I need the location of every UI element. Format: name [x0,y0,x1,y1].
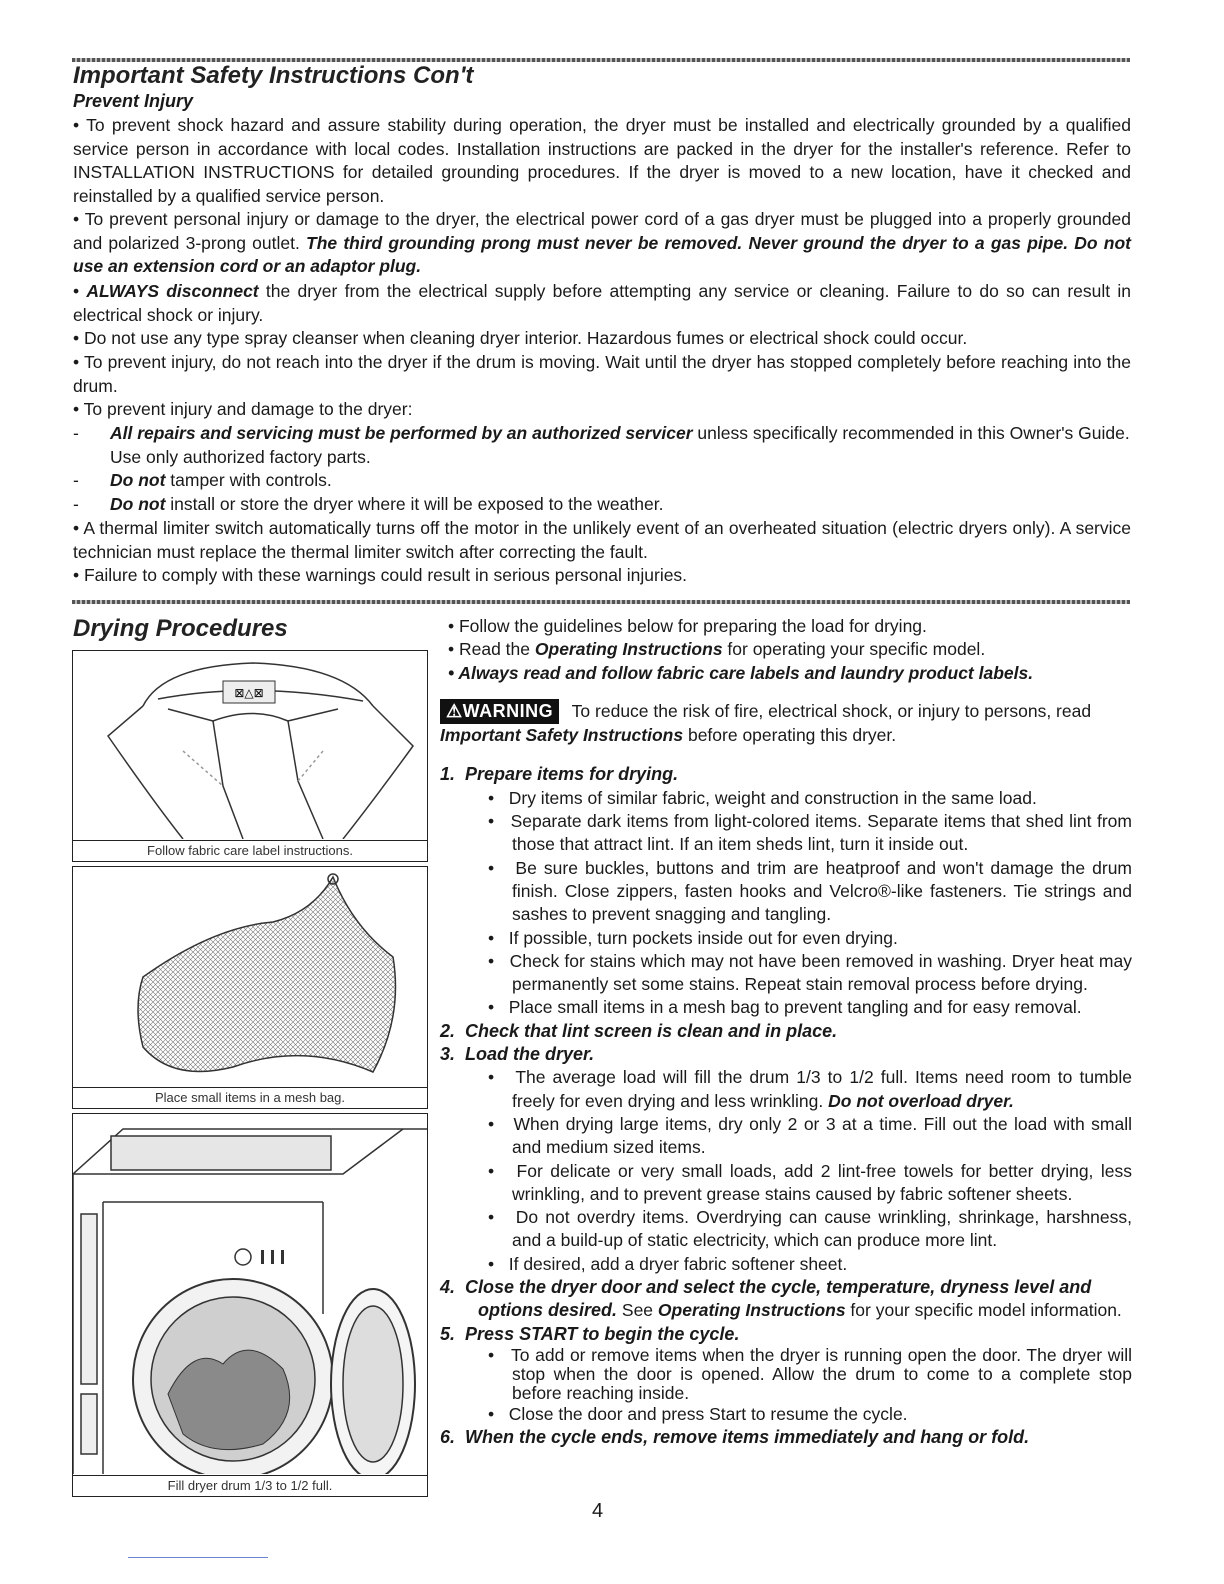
step-5: 5. Press START to begin the cycle. [440,1323,740,1344]
drying-procedures-title: Drying Procedures [73,615,288,642]
prevent-injury-heading: Prevent Injury [73,91,194,111]
section-divider [72,600,1130,604]
figure-mesh-bag [72,866,428,1109]
intro-line-3: • Always read and follow fabric care labels and laundry product labels. [448,662,1034,683]
warning-badge: ⚠WARNING [440,699,559,724]
safety-paragraph-8: • Failure to comply with these warnings could result in serious personal injuries. [73,565,688,585]
step-3-bullet: • Do not overdry items. Overdrying can cause wrinkling, shrinkage, harshness, and a build-up of static electricity, which can produce more lint. [488,1207,1132,1251]
figure-caption: Place small items in a mesh bag. [73,1087,427,1108]
step-3: 3. Load the dryer. [440,1044,595,1065]
dryer-illustration [73,1114,427,1474]
drying-instructions [440,615,1132,1450]
step-1-bullet: • If possible, turn pockets inside out for even drying. [488,927,898,948]
safety-dash-item-3: Do not install or store the dryer where it will be exposed to the weather. [110,494,664,514]
step-2: 2. Check that lint screen is clean and in place. [440,1020,838,1041]
figure-caption: Follow fabric care label instructions. [73,840,427,861]
safety-paragraph-7: • A thermal limiter switch automatically turns off the motor in the unlikely event of an overheated situation (electric dryers only). A service technician must replace the thermal limiter switch after correcting the fault. [73,518,1131,562]
step-3-bullet: • The average load will fill the drum 1/3 to 1/2 full. Items need room to tumble freely for even drying and less wrinkling. Do not overload dryer. [488,1067,1132,1111]
step-6: 6. When the cycle ends, remove items immediately and hang or fold. [440,1427,1030,1448]
dash-marker: - [73,494,79,514]
safety-paragraph-3: • ALWAYS disconnect the dryer from the electrical supply before attempting any service or cleaning. Failure to do so can result in electrical shock or injury. [73,281,1131,325]
safety-paragraph-4: • Do not use any type spray cleanser when cleaning dryer interior. Hazardous fumes or electrical shock could occur. [73,328,968,348]
safety-paragraph-1: • To prevent shock hazard and assure stability during operation, the dryer must be installed and electrically grounded by a qualified service person in accordance with local codes. Installation instructions are packed in the dryer for the installer's reference. Refer to INSTALLATION INSTRUCTIONS for detailed grounding procedures. If the dryer is moved to a new location, have it checked and reinstalled by a qualified service person. [73,115,1131,206]
step-3-bullet: • For delicate or very small loads, add 2 lint-free towels for better drying, less wrinkling, and to prevent grease stains caused by fabric softener sheets. [488,1160,1133,1204]
step-1: 1. Prepare items for drying. [440,764,679,785]
step-1-bullet: • Dry items of similar fabric, weight and construction in the same load. [488,787,1037,808]
page-number: 4 [592,1500,604,1522]
figure-dryer-drum [72,1113,428,1497]
shirt-collar-illustration [73,651,427,839]
intro-line-1: • Follow the guidelines below for preparing the load for drying. [448,616,927,636]
intro-line-2: • Read the Operating Instructions for operating your specific model. [448,639,986,660]
step-5-bullet: • To add or remove items when the dryer is running open the door. The dryer will stop when the door is opened. Allow the drum to come to a complete stop before reaching inside. [488,1344,1132,1403]
step-4: 4. Close the dryer door and select the cycle, temperature, dryness level and options desired. See Operating Instructions for your specific model information. [440,1277,1122,1321]
step-5-bullet: • Close the door and press Start to resume the cycle. [488,1403,908,1424]
care-label-tag: ⊠△⊠ [234,686,264,700]
safety-dash-item-2: Do not tamper with controls. [110,470,332,490]
step-1-bullet: • Be sure buckles, buttons and trim are heatproof and won't damage the drum finish. Close zippers, fasten hooks and Velcro®-like fasteners. Tie strings and sashes to prevent snagging and tangling. [488,857,1133,925]
step-1-bullet: • Place small items in a mesh bag to prevent tangling and for easy removal. [488,997,1082,1018]
safety-paragraph-5: • To prevent injury, do not reach into the dryer if the drum is moving. Wait until the dryer has stopped completely before reaching into the drum. [73,352,1131,396]
warning-block: ⚠WARNING To reduce the risk of fire, electrical shock, or injury to persons, read Important Safety Instructions before operating this dryer. [440,700,1092,746]
step-3-bullet: • When drying large items, dry only 2 or 3 at a time. Fill out the load with small and medium sized items. [488,1113,1132,1158]
safety-title: Important Safety Instructions Con't [73,62,474,89]
step-3-bullet: • If desired, add a dryer fabric softener sheet. [488,1253,848,1274]
dash-marker: - [73,470,79,490]
step-1-bullet: • Separate dark items from light-colored items. Separate items that shed lint from those that attract lint. If an item sheds lint, turn it inside out. [488,811,1132,855]
mesh-bag-illustration [73,867,427,1086]
safety-paragraph-2: • To prevent personal injury or damage to the dryer, the electrical power cord of a gas dryer must be plugged into a properly grounded and polarized 3-prong outlet. The third grounding prong must never be removed. Never ground the dryer to a gas pipe. Do not use an extension cord or an adaptor plug. [73,209,1132,276]
step-1-bullet: • Check for stains which may not have been removed in washing. Dryer heat may permanently set some stains. Repeat stain removal process before drying. [488,950,1132,995]
figure-caption: Fill dryer drum 1/3 to 1/2 full. [73,1475,427,1496]
safety-dash-item-1: All repairs and servicing must be performed by an authorized servicer unless specifically recommended in this Owner's Guide. Use only authorized factory parts. [110,423,1130,467]
figure-care-label [72,650,428,862]
dash-marker: - [73,423,79,443]
footer-line [128,1557,268,1558]
safety-paragraph-6: • To prevent injury and damage to the dryer: [73,399,413,419]
